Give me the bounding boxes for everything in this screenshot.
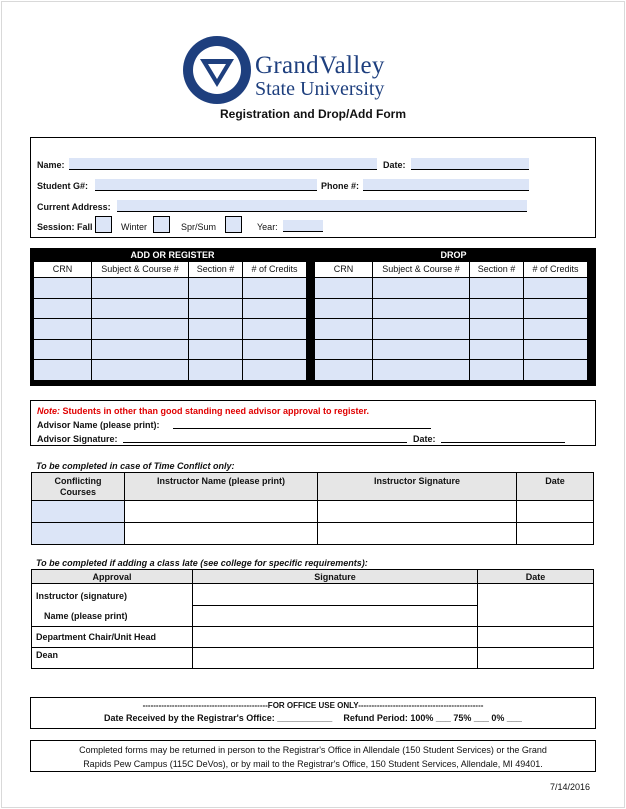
conflict-name-cell[interactable]: [125, 501, 318, 523]
advisor-section: [30, 400, 596, 446]
dean-signature-field[interactable]: [193, 648, 478, 669]
instructor-approval-cell: [32, 584, 193, 627]
instructor-date-field[interactable]: [478, 584, 594, 627]
drop-grid-cell[interactable]: [373, 360, 469, 380]
instructor-signature-row-label: Instructor (signature): [36, 591, 128, 601]
brand-state: State: [255, 78, 295, 100]
add-register-heading: ADD OR REGISTER: [130, 250, 215, 260]
drop-grid-cell[interactable]: [524, 278, 587, 298]
time-conflict-table: [31, 472, 594, 545]
table-row: [32, 501, 594, 523]
drop-col-header: Subject & Course #: [373, 262, 469, 277]
gvsu-logo-icon: [182, 35, 252, 105]
add-grid-cell[interactable]: [243, 340, 306, 360]
dean-date-field[interactable]: [478, 648, 594, 669]
advisor-signature-field[interactable]: [123, 433, 407, 443]
student-g-field[interactable]: [95, 179, 317, 191]
student-info-section: [30, 137, 596, 238]
note-text: Students in other than good standing need advisor approval to register.: [60, 406, 370, 416]
drop-heading: DROP: [440, 250, 467, 260]
add-grid-cell[interactable]: [92, 278, 188, 298]
add-grid-cell[interactable]: [34, 360, 91, 380]
drop-grid-cell[interactable]: [524, 340, 587, 360]
add-grid-cell[interactable]: [92, 319, 188, 339]
drop-grid-cell[interactable]: [470, 360, 523, 380]
student-g-label: Student G#:: [37, 181, 88, 191]
address-label: Current Address:: [37, 202, 111, 212]
late-add-heading: To be completed if adding a class late (see college for specific requirements):: [36, 558, 368, 568]
winter-checkbox[interactable]: [153, 216, 170, 233]
instructor-signature-header: Instructor Signature: [318, 473, 517, 501]
add-grid-cell[interactable]: [243, 360, 306, 380]
add-grid-cell[interactable]: [189, 360, 242, 380]
add-col-header: # of Credits: [243, 262, 306, 277]
phone-field[interactable]: [363, 179, 529, 191]
name-label: Name:: [37, 160, 65, 170]
advisor-date-field[interactable]: [441, 433, 565, 443]
brand-university: University: [300, 78, 385, 100]
add-grid-cell[interactable]: [189, 278, 242, 298]
conflict-date-cell[interactable]: [517, 501, 594, 523]
add-grid-cell[interactable]: [34, 319, 91, 339]
conflict-date-cell[interactable]: [517, 523, 594, 545]
drop-grid-cell[interactable]: [315, 299, 372, 319]
instructor-name-header: Instructor Name (please print): [125, 473, 318, 501]
add-drop-grid: [30, 248, 596, 386]
signature-header: Signature: [193, 570, 478, 584]
office-use-section: [30, 697, 596, 729]
advisor-name-field[interactable]: [173, 419, 431, 429]
winter-label: Winter: [121, 222, 148, 232]
conflict-course-cell[interactable]: [32, 501, 125, 523]
phone-label: Phone #:: [321, 181, 360, 191]
instructor-name-field[interactable]: [193, 606, 478, 627]
drop-grid-cell[interactable]: [470, 319, 523, 339]
note-prefix: Note:: [37, 406, 60, 416]
late-date-header: Date: [478, 570, 594, 584]
instructor-signature-field[interactable]: [193, 584, 478, 606]
drop-grid-cell[interactable]: [315, 340, 372, 360]
drop-col-header: CRN: [315, 262, 372, 277]
add-grid-cell[interactable]: [243, 299, 306, 319]
session-fall-label: Session: Fall: [37, 222, 93, 232]
drop-grid-cell[interactable]: [524, 360, 587, 380]
grid-divider: [311, 262, 315, 382]
chair-signature-field[interactable]: [193, 627, 478, 648]
conflict-date-header: Date: [517, 473, 594, 501]
chair-date-field[interactable]: [478, 627, 594, 648]
add-grid-cell[interactable]: [34, 299, 91, 319]
brand-grand: Grand: [255, 52, 319, 79]
brand-name: [255, 53, 385, 99]
drop-grid-cell[interactable]: [373, 299, 469, 319]
conflicting-courses-header: Conflicting Courses: [32, 473, 125, 501]
advisor-name-label: Advisor Name (please print):: [37, 420, 160, 430]
add-grid-cell[interactable]: [189, 299, 242, 319]
refund-period-text: Refund Period: 100% ___ 75% ___ 0% ___: [343, 713, 522, 723]
conflict-name-cell[interactable]: [125, 523, 318, 545]
conflict-course-cell[interactable]: [32, 523, 125, 545]
dean-label: Dean: [32, 648, 193, 669]
drop-grid-cell[interactable]: [315, 278, 372, 298]
drop-col-header: # of Credits: [524, 262, 587, 277]
brand-valley: Valley: [318, 52, 385, 79]
drop-grid-cell[interactable]: [373, 278, 469, 298]
advisor-date-label: Date:: [413, 434, 436, 444]
add-col-header: Section #: [189, 262, 242, 277]
conflict-signature-cell[interactable]: [318, 523, 517, 545]
advisor-signature-label: Advisor Signature:: [37, 434, 118, 444]
add-grid-cell[interactable]: [189, 319, 242, 339]
time-conflict-heading: To be completed in case of Time Conflict only:: [36, 461, 235, 471]
year-label: Year:: [257, 222, 278, 232]
fall-checkbox[interactable]: [95, 216, 112, 233]
spr-sum-label: Spr/Sum: [181, 222, 217, 232]
add-grid-cell[interactable]: [92, 340, 188, 360]
drop-grid-cell[interactable]: [524, 319, 587, 339]
return-instructions-line1: Completed forms may be returned in person to the Registrar's Office in Allendale (150 Student Services) or the Grand: [79, 745, 547, 755]
drop-grid-cell[interactable]: [315, 360, 372, 380]
approval-header: Approval: [32, 570, 193, 584]
date-received-text: Date Received by the Registrar's Office: ___________: [104, 713, 333, 723]
add-grid-cell[interactable]: [92, 299, 188, 319]
date-label: Date:: [383, 160, 406, 170]
instructor-name-row-label: Name (please print): [44, 611, 128, 621]
return-instructions-line2: Rapids Pew Campus (115C DeVos), or by mail to the Registrar's Office, 150 Student Services, Allendale, MI 49401.: [83, 759, 543, 769]
year-field[interactable]: [283, 220, 323, 232]
add-grid-cell[interactable]: [34, 340, 91, 360]
drop-grid-cell[interactable]: [373, 319, 469, 339]
return-instructions: [30, 740, 596, 772]
conflict-signature-cell[interactable]: [318, 501, 517, 523]
form-title: Registration and Drop/Add Form: [220, 107, 406, 121]
spr-sum-checkbox[interactable]: [225, 216, 242, 233]
add-grid-cell[interactable]: [243, 278, 306, 298]
drop-grid-cell[interactable]: [373, 340, 469, 360]
office-use-fields: [31, 713, 595, 723]
add-grid-cell[interactable]: [92, 360, 188, 380]
drop-col-header: Section #: [470, 262, 523, 277]
advisor-note: [37, 406, 369, 416]
add-grid-cell[interactable]: [189, 340, 242, 360]
add-grid-cell[interactable]: [243, 319, 306, 339]
date-field[interactable]: [411, 158, 529, 170]
add-grid-cell[interactable]: [34, 278, 91, 298]
address-field[interactable]: [117, 200, 527, 212]
add-col-header: CRN: [34, 262, 91, 277]
late-add-table: [31, 569, 594, 669]
name-field[interactable]: [69, 158, 377, 170]
table-row: [32, 523, 594, 545]
drop-grid-cell[interactable]: [470, 299, 523, 319]
add-col-header: Subject & Course #: [92, 262, 188, 277]
drop-grid-cell[interactable]: [470, 278, 523, 298]
office-use-title: -----------------------------------------------FOR OFFICE USE ONLY-----------------------------------------------: [142, 701, 484, 710]
drop-grid-cell[interactable]: [315, 319, 372, 339]
drop-grid-cell[interactable]: [470, 340, 523, 360]
drop-grid-cell[interactable]: [524, 299, 587, 319]
chair-label: Department Chair/Unit Head: [32, 627, 193, 648]
revision-date: 7/14/2016: [549, 782, 590, 792]
